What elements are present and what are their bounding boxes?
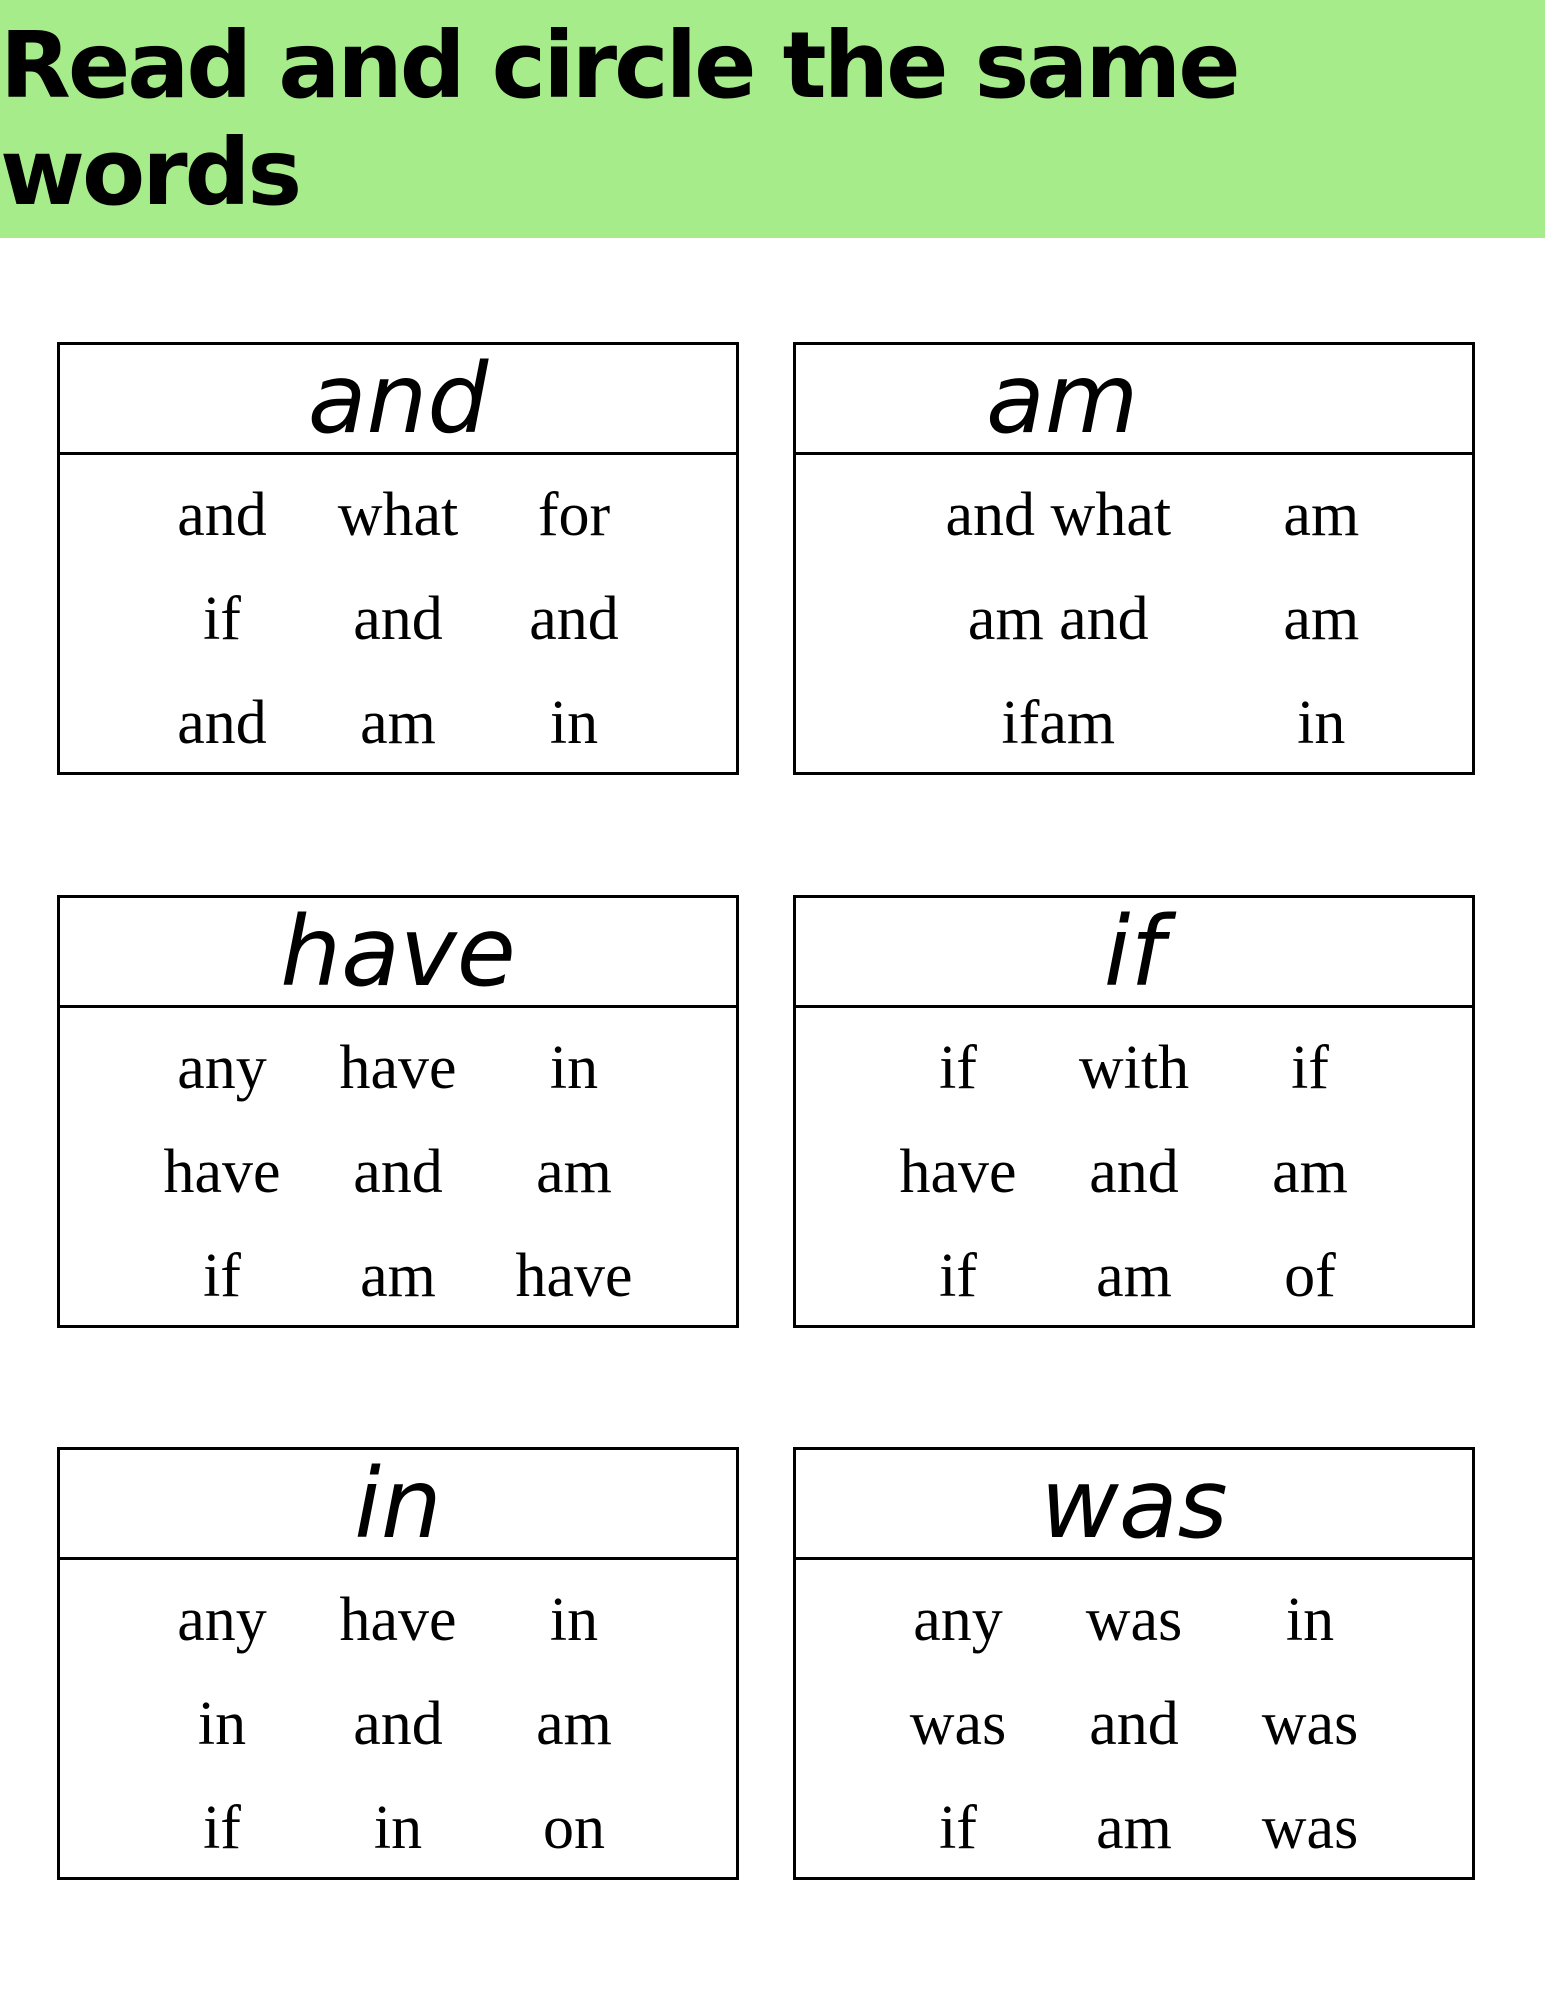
word-item[interactable]: have <box>339 1585 457 1654</box>
word-item[interactable]: am <box>536 1137 612 1206</box>
word-item[interactable]: if <box>939 1241 977 1310</box>
word-item[interactable]: am <box>1096 1793 1172 1862</box>
word-item[interactable]: was <box>909 1689 1007 1758</box>
word-card-if <box>793 895 1475 1328</box>
word-card-am <box>793 342 1475 775</box>
word-item[interactable]: if <box>939 1033 977 1102</box>
word-item[interactable]: in <box>373 1793 423 1862</box>
word-item[interactable]: if <box>1291 1033 1329 1102</box>
word-card-and <box>57 342 739 775</box>
word-item[interactable]: and <box>177 480 267 549</box>
word-item[interactable]: and <box>353 1137 443 1206</box>
word-grid <box>796 1008 1472 1328</box>
word-item[interactable]: was <box>1261 1793 1359 1862</box>
card-heading: and <box>60 345 736 455</box>
word-grid <box>60 455 736 775</box>
word-item[interactable]: am <box>1283 584 1360 653</box>
word-item[interactable]: of <box>1284 1241 1336 1310</box>
word-item[interactable]: ifam <box>1001 688 1116 757</box>
card-heading: in <box>60 1450 736 1560</box>
card-heading: if <box>796 898 1472 1008</box>
word-card-in <box>57 1447 739 1880</box>
word-item[interactable]: any <box>177 1033 267 1102</box>
word-grid <box>60 1008 736 1328</box>
word-item[interactable]: in <box>549 1585 599 1654</box>
word-item[interactable]: and <box>1089 1137 1179 1206</box>
word-item[interactable]: with <box>1078 1033 1190 1102</box>
word-item[interactable]: and <box>177 688 267 757</box>
word-item[interactable]: have <box>899 1137 1017 1206</box>
word-item[interactable]: and <box>1089 1689 1179 1758</box>
page-title: Read and circle the same words <box>0 12 1238 226</box>
card-heading: was <box>796 1450 1472 1560</box>
word-item[interactable]: in <box>1297 688 1346 757</box>
word-item[interactable]: for <box>537 480 611 549</box>
word-item[interactable]: have <box>163 1137 281 1206</box>
word-item[interactable]: am <box>1283 480 1360 549</box>
word-item[interactable]: any <box>177 1585 267 1654</box>
word-item[interactable]: in <box>549 1033 599 1102</box>
word-item[interactable]: if <box>203 1793 241 1862</box>
word-item[interactable]: if <box>203 584 241 653</box>
word-item[interactable]: and <box>353 1689 443 1758</box>
word-item[interactable]: have <box>339 1033 457 1102</box>
word-item[interactable]: in <box>549 688 599 757</box>
word-grid <box>796 455 1472 775</box>
word-item[interactable]: and <box>529 584 619 653</box>
word-item[interactable]: was <box>1261 1689 1359 1758</box>
word-item[interactable]: any <box>913 1585 1003 1654</box>
card-heading: am <box>796 345 1472 455</box>
word-grid <box>60 1560 736 1880</box>
word-item[interactable]: am <box>360 688 436 757</box>
word-card-was <box>793 1447 1475 1880</box>
word-item[interactable]: am <box>1272 1137 1348 1206</box>
word-item[interactable]: am <box>360 1241 436 1310</box>
word-item[interactable]: was <box>1085 1585 1183 1654</box>
word-item[interactable]: in <box>1285 1585 1335 1654</box>
word-item[interactable]: on <box>543 1793 605 1862</box>
word-card-have <box>57 895 739 1328</box>
word-item[interactable]: if <box>203 1241 241 1310</box>
word-item[interactable]: and <box>353 584 443 653</box>
title-banner <box>0 0 1545 238</box>
card-heading: have <box>60 898 736 1008</box>
word-item[interactable]: am <box>536 1689 612 1758</box>
word-grid <box>796 1560 1472 1880</box>
word-item[interactable]: what <box>337 480 459 549</box>
word-item[interactable]: in <box>197 1689 247 1758</box>
word-item[interactable]: am and <box>967 584 1149 653</box>
word-item[interactable]: have <box>515 1241 633 1310</box>
word-item[interactable]: am <box>1096 1241 1172 1310</box>
word-item[interactable]: if <box>939 1793 977 1862</box>
word-item[interactable]: and what <box>945 480 1172 549</box>
